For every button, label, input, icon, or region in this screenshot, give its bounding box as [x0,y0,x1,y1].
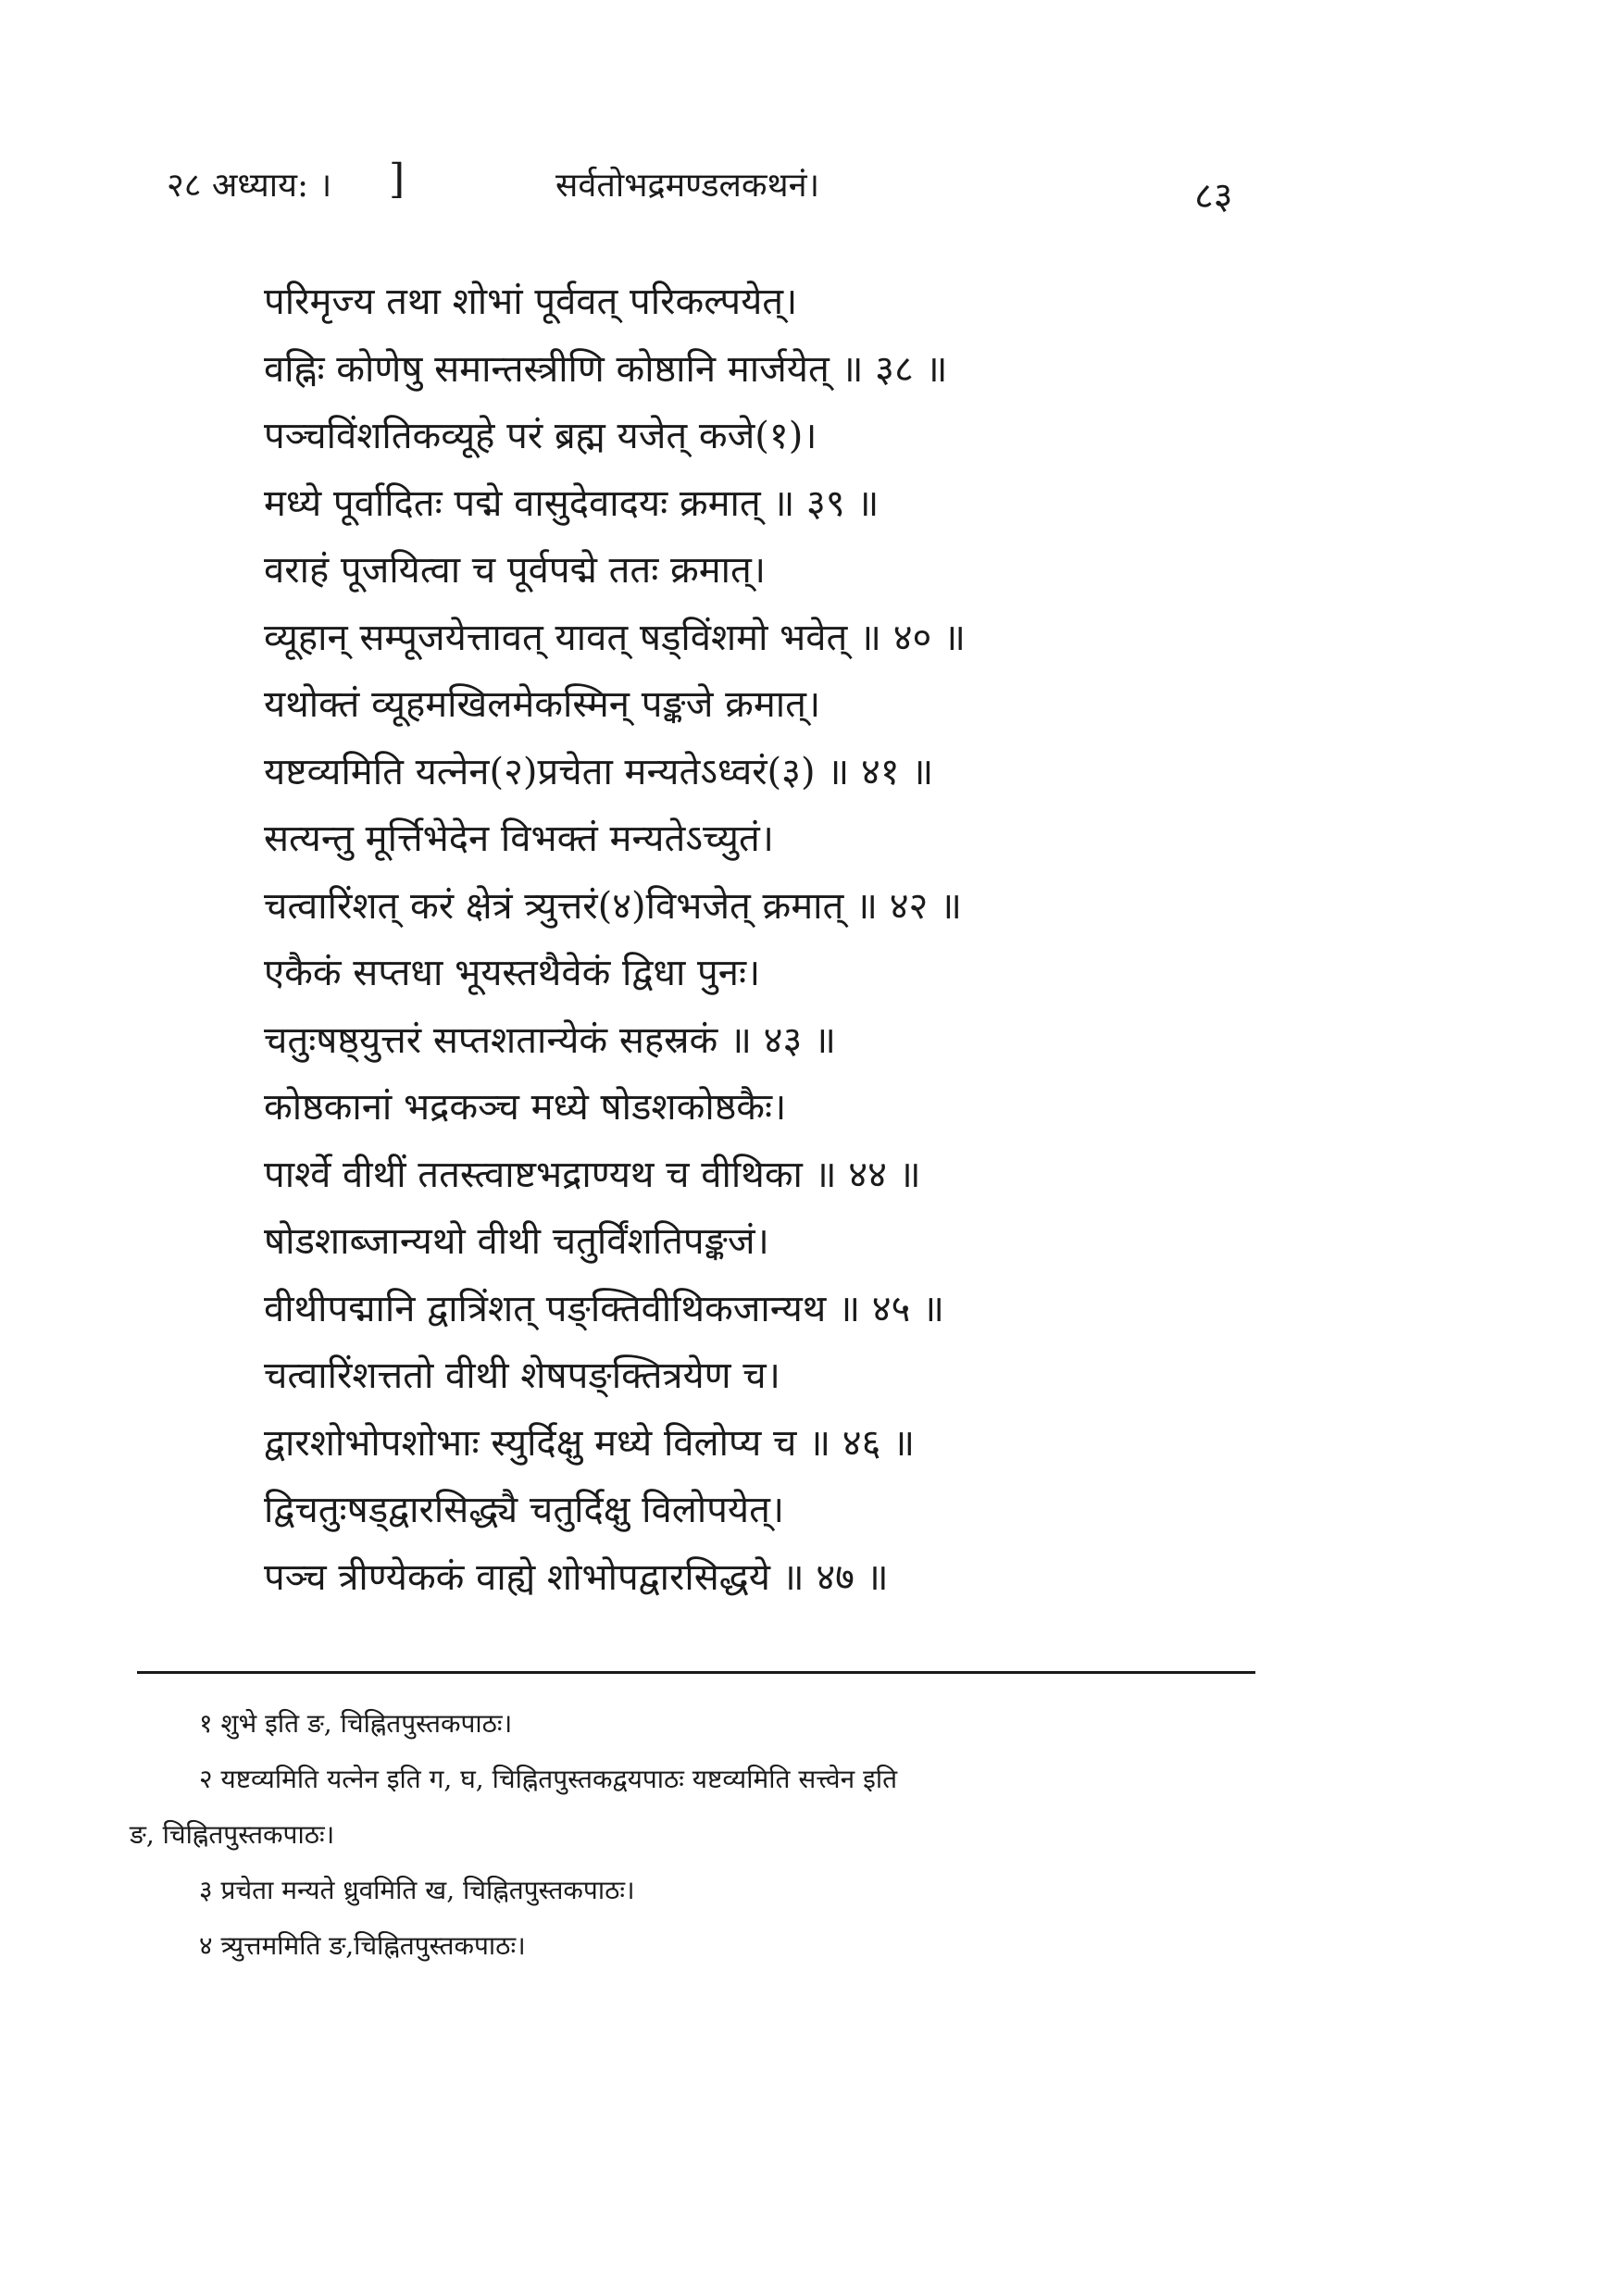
footnotes [130,1696,1268,1974]
verse-line: वराहं पूजयित्वा च पूर्वपद्मे ततः क्रमात्। [264,549,766,592]
verse-line: वीथीपद्मानि द्वात्रिंशत् पङ्क्तिवीथिकजान्यथ ॥ ४५ ॥ [264,1287,945,1330]
verse-line: परिमृज्य तथा शोभां पूर्ववत् परिकल्पयेत्। [264,281,798,323]
verse-line: षोडशाब्जान्यथो वीथी चतुर्विंशतिपङ्कजं। [264,1220,769,1263]
header-bracket: ] [389,156,406,203]
verse-line: वह्निः कोणेषु समान्तस्त्रीणि कोष्ठानि मार्जयेत् ॥ ३८ ॥ [264,347,948,391]
verse-line: चत्वारिंशत् करं क्षेत्रं त्र्युत्तरं(४)विभजेत् क्रमात् ॥ ४२ ॥ [264,884,962,928]
footnote: २ यष्टव्यमिति यत्नेन इति ग, घ, चिह्नितपुस्तकद्वयपाठः यष्टव्यमिति सत्त्वेन इति [199,1764,898,1794]
verse-line: कोष्ठकानां भद्रकञ्च मध्ये षोडशकोष्ठकैः। [264,1086,787,1129]
verse-line: एकैकं सप्तधा भूयस्तथैवेकं द्विधा पुनः। [264,952,761,994]
verse-line: पञ्च त्रीण्येककं वाह्ये शोभोपद्वारसिद्धये ॥ ४७ ॥ [264,1555,889,1599]
section-title: सर्वतोभद्रमण्डलकथनं। [555,167,820,205]
footnote-divider [137,1671,1255,1674]
page-header [167,156,1278,218]
verse-line: यष्टव्यमिति यत्नेन(२)प्रचेता मन्यतेऽध्वरं(३) ॥ ४१ ॥ [264,750,934,793]
verse-line: द्विचतुःषड्द्वारसिद्ध्यै चतुर्दिक्षु विलोपयेत्। [264,1489,785,1531]
footnote: ३ प्रचेता मन्यते ध्रुवमिति ख, चिह्नितपुस्तकपाठः। [199,1875,635,1905]
verse-block [264,268,1375,1611]
verse-line: यथोक्तं व्यूहमखिलमेकस्मिन् पङ्कजे क्रमात्। [264,683,821,726]
verse-line: चतुःषष्ठ्युत्तरं सप्तशतान्येकं सहस्रकं ॥ ४३ ॥ [264,1018,836,1062]
footnote: ४ त्र्युत्तममिति ङ,चिह्नितपुस्तकपाठः। [199,1930,526,1961]
page-number: ८३ [1194,175,1233,218]
chapter-label: २८ अध्याय: । [167,167,332,205]
verse-line: पञ्चविंशतिकव्यूहे परं ब्रह्म यजेत् कजे(१)। [264,415,817,457]
footnote: १ शुभे इति ङ, चिह्नितपुस्तकपाठः। [199,1708,513,1739]
verse-line: द्वारशोभोपशोभाः स्युर्दिक्षु मध्ये विलोप्य च ॥ ४६ ॥ [264,1421,916,1465]
verse-line: मध्ये पूर्वादितः पद्मे वासुदेवादयः क्रमात् ॥ ३९ ॥ [264,481,880,525]
verse-line: सत्यन्तु मूर्त्तिभेदेन विभक्तं मन्यतेऽच्युतं। [264,817,774,860]
verse-line: व्यूहान् सम्पूजयेत्तावत् यावत् षड्विंशमो भवेत् ॥ ४० ॥ [264,616,967,659]
footnote-continuation: ङ, चिह्नितपुस्तकपाठः। [130,1819,335,1850]
verse-line: पार्श्वे वीथीं ततस्त्वाष्टभद्राण्यथ च वीथिका ॥ ४४ ॥ [264,1153,921,1196]
verse-line: चत्वारिंशत्ततो वीथी शेषपङ्क्तित्रयेण च। [264,1354,780,1397]
